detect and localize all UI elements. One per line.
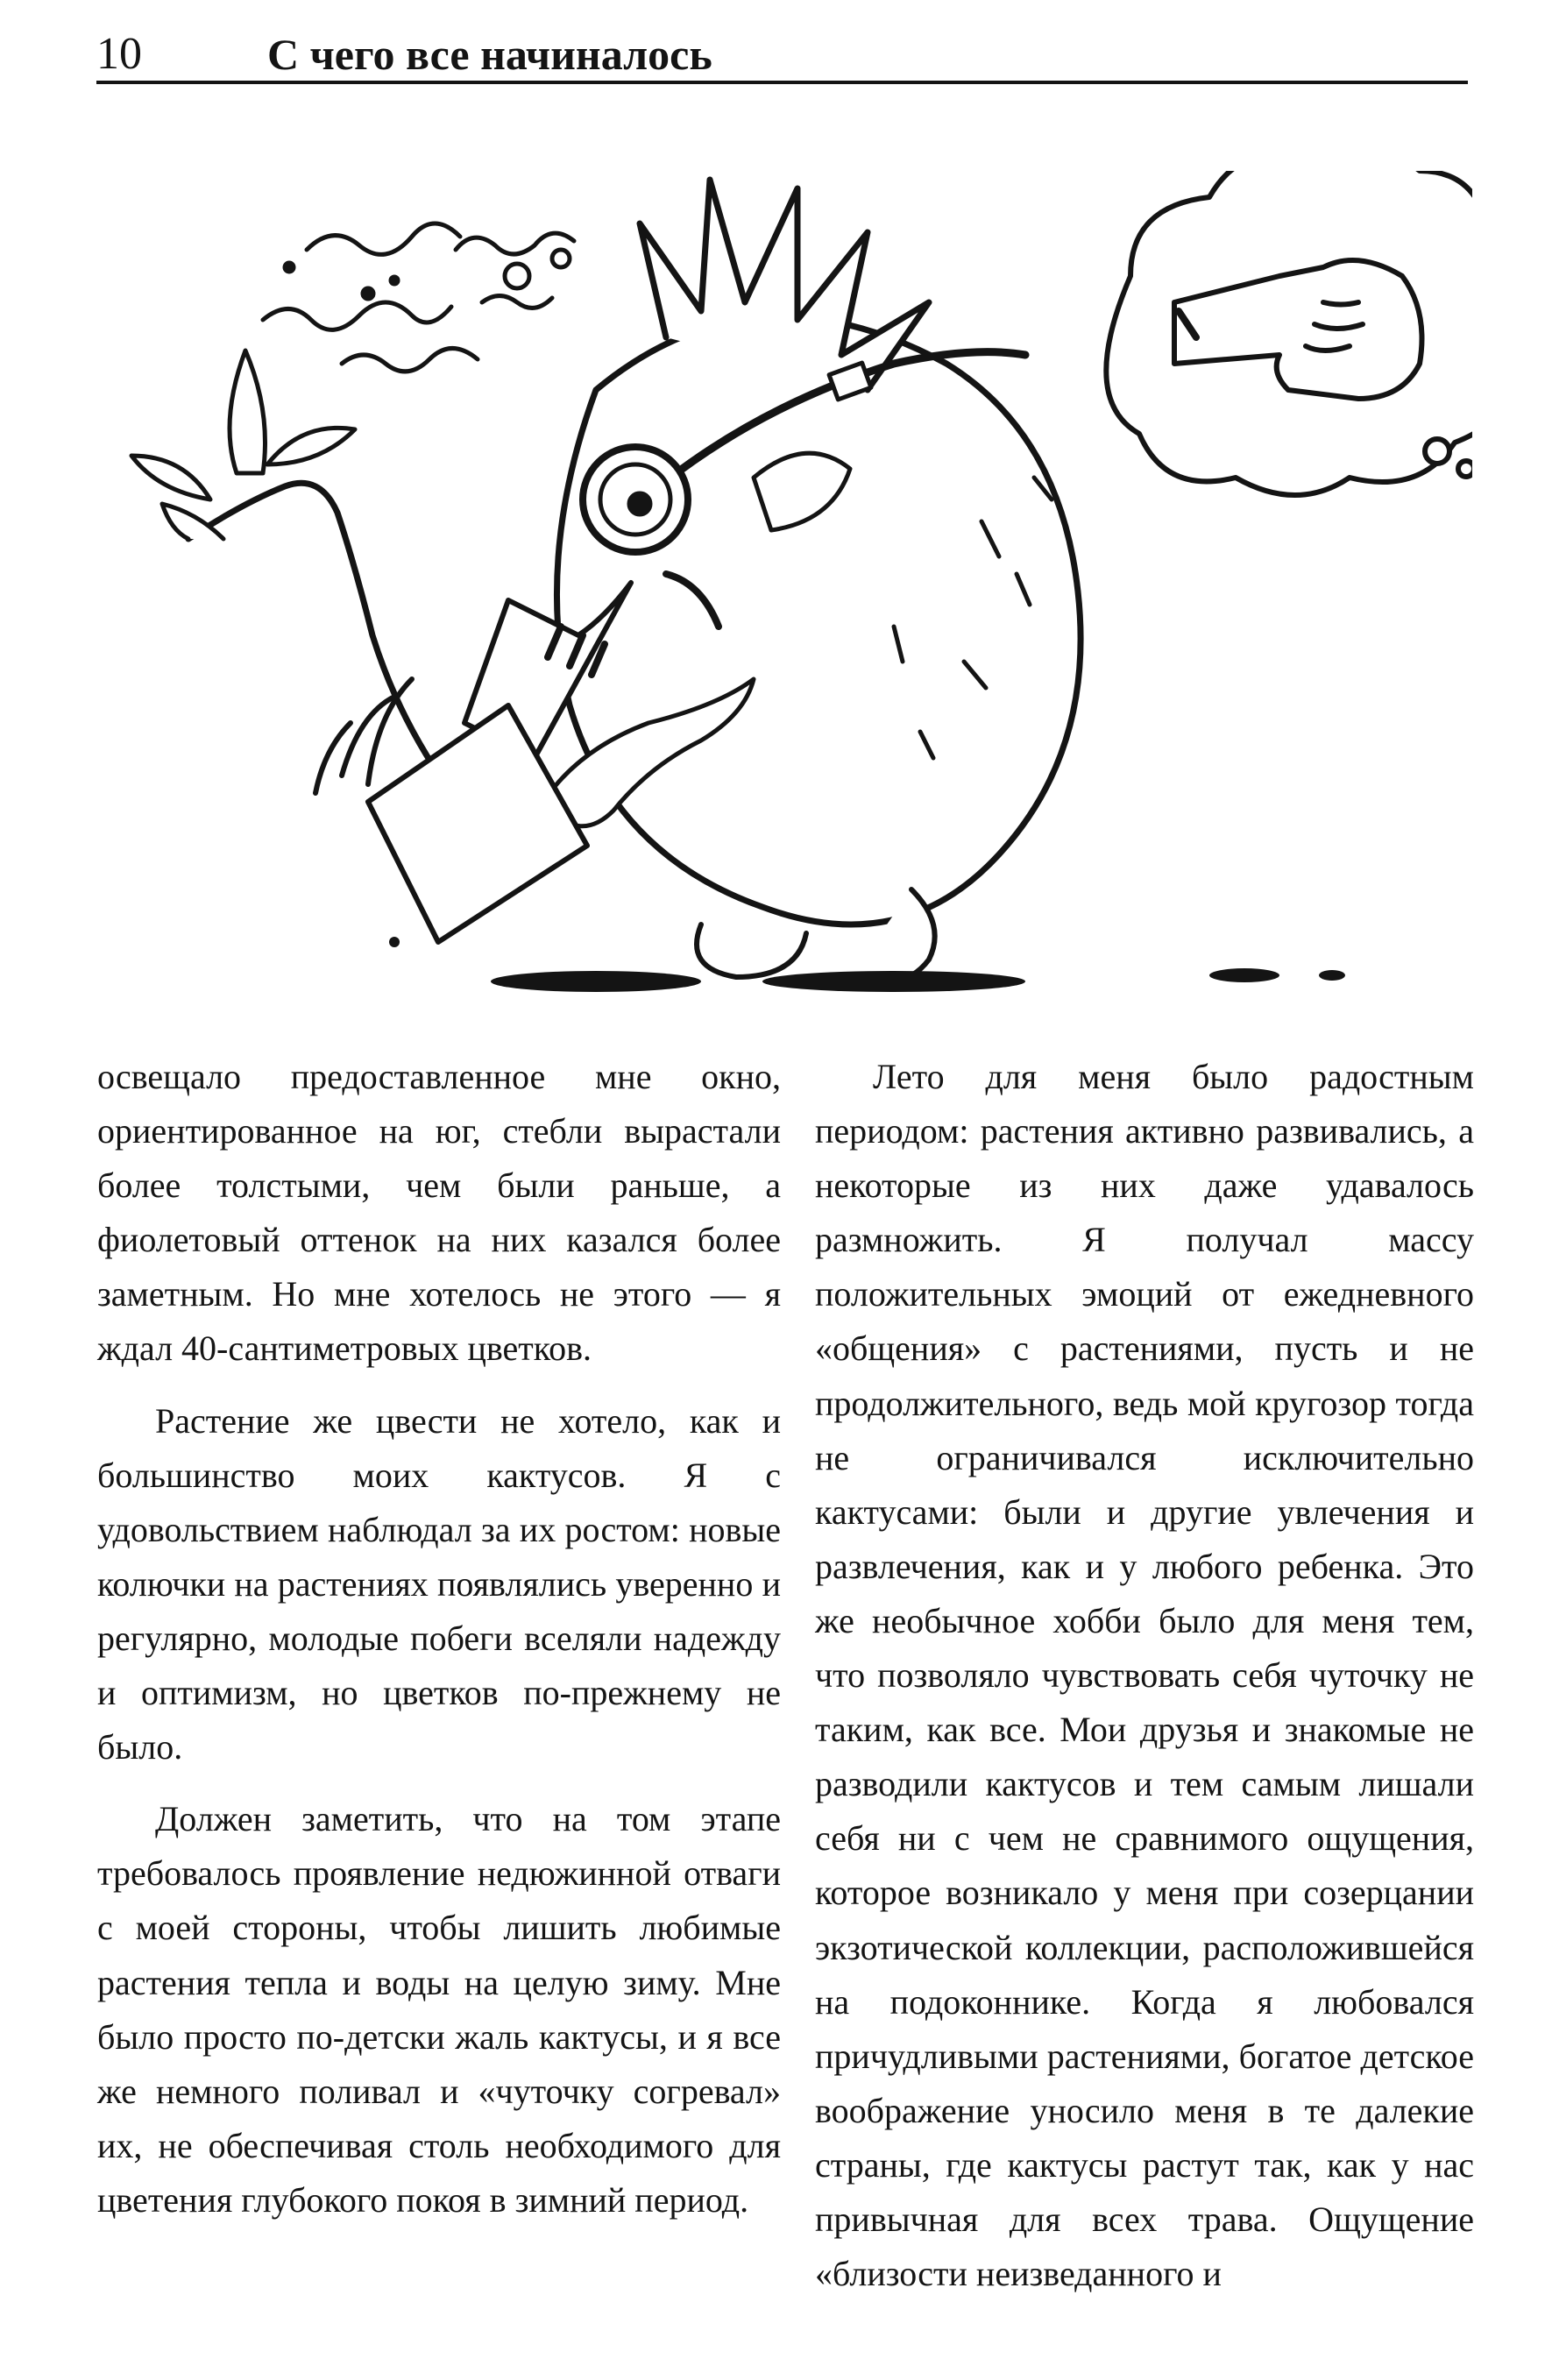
paragraph: Лето для меня было радостным периодом: растения активно развивались, а некоторые из них даже удавалось размножить. Я получал массу положительных эмоций от ежедневного «общения» с растениями, пусть и не продолжительного, ведь мой кругозор тогда не ограничивался исключительно кактусами: были и другие увлечения и развлечения, как и у любого ребенка. Это же необычное хобби было для меня тем, что позволяло чувствовать себя чуточку не таким, как все. Мои друзья и знакомые не разводили кактусов и тем самым лишали себя ни с чем не сравнимого ощущения, которое возникало у меня при созерцании экзотической коллекции, расположившейся на подоконнике. Когда я любовался причудливыми растениями, богатое детское воображение уносило меня в те далекие страны, где кактусы растут так, как у нас привычная для всех трава. Ощущение «близости неизведанного и — [815, 1057, 1474, 2294]
paragraph: Должен заметить, что на том этапе требовалось проявление недюжинной отваги с моей стороны, чтобы лишить любимые растения тепла и воды на целую зиму. Мне было просто по-детски жаль кактусы, и я все же немного поливал и «чуточку согревал» их, не обеспечивая столь необходимого для цветения глубокого покоя в зимний период. — [97, 1799, 781, 2220]
running-header — [96, 23, 1468, 84]
pointing-fist-thought-bubble-icon — [1106, 171, 1472, 495]
chapter-title: С чего все начиналось — [267, 30, 712, 79]
paragraph: Растение же цвести не хотело, как и большинство моих кактусов. Я с удовольствием наблюдал за их ростом: новые колючки на растениях появлялись уверенно и регулярно, молодые побеги вселяли надежду и оптимизм, но цветков по-прежнему не было. — [97, 1400, 781, 1767]
page-number: 10 — [96, 29, 142, 79]
header-rule — [96, 81, 1468, 84]
left-text-column — [97, 1050, 781, 2245]
cartoon-creature-with-magnifier-icon — [105, 171, 1472, 1012]
right-text-column — [815, 1050, 1474, 2319]
paragraph: освещало предоставленное мне окно, ориентированное на юг, стебли вырастали более толстыми, чем были раньше, а фиолетовый оттенок на них казался более заметным. Но мне хотелось не этого — я ждал 40-сантиметровых цветков. — [97, 1057, 781, 1369]
